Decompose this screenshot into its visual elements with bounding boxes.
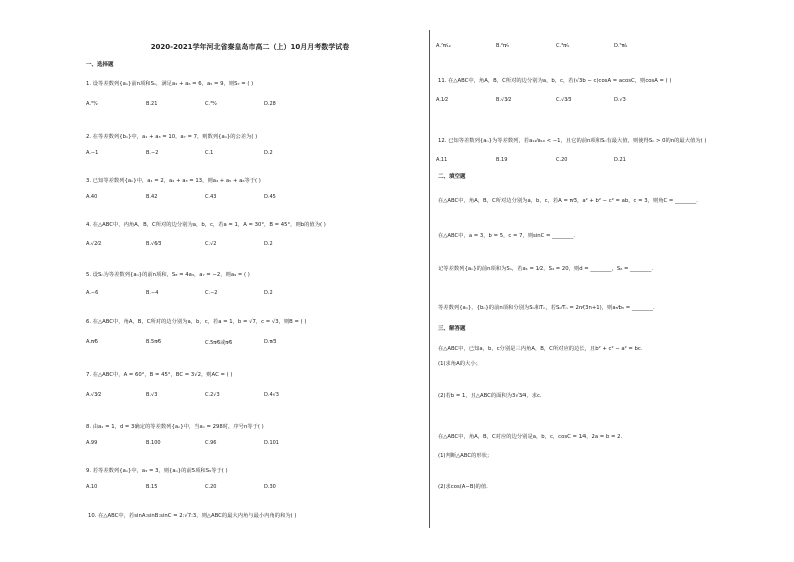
question-1-options <box>86 101 414 109</box>
question-1: 1. 设等差数列{aₙ}前n项和Sₙ，满足a₃ + a₆ = 6，a₅ = 9，则S₇ = ( ) <box>86 81 254 87</box>
option-c: C.−2 <box>205 290 218 296</box>
option-d: D.π⁄3 <box>264 339 277 345</box>
fill-question-2: 在△ABC中，a = 3，b = 5，c = 7，则sinC = ________. <box>438 233 576 239</box>
option-c: C.√3⁄3 <box>556 97 572 103</box>
left-column <box>86 0 414 562</box>
answer-question-1: 在△ABC中，已知a，b，c分别是三内角A，B，C所对应的边长，且b² + c² − a² = bc. <box>438 346 643 352</box>
column-divider <box>429 30 430 528</box>
option-a: A.⁷π⁄₁₂ <box>436 43 451 49</box>
fill-question-4: 等差数列{aₙ}，{bₙ}的前n项和分别为Sₙ和Tₙ，若Sₙ⁄Tₙ = 2n⁄(3n+1)，则a₅⁄b₅ = ________. <box>438 305 655 311</box>
option-c: C.43 <box>205 194 217 200</box>
section-choice-heading: 一、选择题 <box>86 62 114 68</box>
option-b: B.√3 <box>146 392 158 398</box>
question-6: 6. 在△ABC中，角A，B，C所对的边分别为a，b，c，若a = 1，b = √7，c = √3，则B = ( ) <box>86 319 307 325</box>
option-b: B.√3⁄2 <box>496 97 512 103</box>
answer-question-2: 在△ABC中，角A，B，C对应的边分别是a，b，c，cosC = 1⁄4，2a = b = 2. <box>438 434 623 440</box>
answer-question-1-part-2: (2)若b = 1，且△ABC的面积为3√3⁄4，求c. <box>438 393 542 399</box>
option-d: D.√3 <box>614 97 626 103</box>
question-12-options <box>436 157 754 165</box>
option-d: D.21 <box>614 157 626 163</box>
option-b: B.−2 <box>146 150 159 156</box>
option-b: B.−4 <box>146 290 159 296</box>
question-5-options <box>86 290 414 298</box>
answer-question-2-part-2: (2)求cos(A−B)的值. <box>438 484 488 490</box>
option-a: A.40 <box>86 194 98 200</box>
option-b: B.42 <box>146 194 158 200</box>
section-answer-heading: 三、解答题 <box>438 326 466 332</box>
question-4-options <box>86 241 414 249</box>
question-12: 12. 已知等差数列{aₙ}为等差数列，若a₁₁⁄a₁₀ < −1，且它的前n项和Sₙ有最大值，则使得Sₙ > 0的n的最大值为( ) <box>438 138 707 144</box>
question-2: 2. 在等差数列{bₙ}中，a₁ + a₃ = 10，a₇ = 7，则数列{aₙ}的公差为( ) <box>86 134 258 140</box>
option-b: B.15 <box>146 484 158 490</box>
option-c: C.96 <box>205 440 217 446</box>
option-b: B.5π⁄6 <box>146 339 162 345</box>
question-7: 7. 在△ABC中，A = 60°，B = 45°，BC = 3√2，则AC = ( ) <box>86 372 233 378</box>
option-a: A.³³⁄₂ <box>86 101 98 107</box>
option-d: D.101 <box>264 440 279 446</box>
question-3-options <box>86 194 414 202</box>
option-b: B.√6⁄3 <box>146 241 162 247</box>
answer-question-1-part-1: (1)求角A的大小； <box>438 361 481 367</box>
question-10: 10. 在△ABC中，若sinA:sinB:sinC = 2:√7:3，则△ABC的最大内角与最小内角的和为( ) <box>88 513 297 519</box>
question-9: 9. 若等差数列{aₙ}中，a₃ = 3，则{aₙ}的前5项和S₅等于( ) <box>86 468 228 474</box>
option-a: A.−1 <box>86 150 99 156</box>
option-b: B.100 <box>146 440 161 446</box>
option-a: A.10 <box>86 484 98 490</box>
section-fill-heading: 二、填空题 <box>438 174 466 180</box>
question-11: 11. 在△ABC中，角A，B，C所对的边分别为a，b，c，若(√3b − c)cosA = acosC，则cosA = ( ) <box>438 78 672 84</box>
option-d: D.2 <box>264 290 273 296</box>
option-c: C.20 <box>556 157 568 163</box>
option-c: C.³π⁄₄ <box>556 43 569 49</box>
option-b: B.21 <box>146 101 158 107</box>
option-c: C.³⁹⁄₂ <box>205 101 217 107</box>
option-d: D.30 <box>264 484 276 490</box>
option-a: A.99 <box>86 440 98 446</box>
option-a: A.√3⁄2 <box>86 392 102 398</box>
option-c: C.√2 <box>205 241 217 247</box>
question-7-options <box>86 392 414 400</box>
question-8-options <box>86 440 414 448</box>
answer-question-2-part-1: (1)判断△ABC的形状； <box>438 453 493 459</box>
option-d: D.28 <box>264 101 276 107</box>
question-5: 5. 设Sₙ为等差数列{aₙ}的前n项和，S₈ = 4a₃，a₇ = −2，则a₉ = ( ) <box>86 272 250 278</box>
option-c: C.20 <box>205 484 217 490</box>
option-d: D.⁵π⁄₆ <box>614 43 628 49</box>
fill-question-1: 在△ABC中，角A，B，C所对边分别为a，b，c，若A = π⁄3，a² + b² − c² = ab，c = 3，则角C = ________. <box>438 198 698 204</box>
question-4: 4. 在△ABC中，内角A，B，C所对的边分别为a，b，c，若a = 1，A = 30°，B = 45°，则b的值为( ) <box>86 222 326 228</box>
option-b: B.²π⁄₃ <box>496 43 509 49</box>
question-8: 8. 由a₁ = 1，d = 3确定的等差数列{aₙ}中，当aₙ = 298时，序号n等于( ) <box>86 424 264 430</box>
option-d: D.45 <box>264 194 276 200</box>
option-b: B.19 <box>496 157 508 163</box>
option-d: D.2 <box>264 241 273 247</box>
option-d: D.2 <box>264 150 273 156</box>
right-column <box>436 0 754 562</box>
option-a: A.11 <box>436 157 448 163</box>
option-c: C.1 <box>205 150 214 156</box>
fill-question-3: 记等差数列{aₙ}的前n项和为Sₙ，若a₁ = 1⁄2，S₄ = 20，则d = ________，S₆ = ________. <box>438 266 654 272</box>
question-10-options <box>436 43 754 51</box>
exam-title: 2020-2021学年河北省秦皇岛市高二（上）10月月考数学试卷 <box>150 43 350 51</box>
option-c: C.2√3 <box>205 392 220 398</box>
option-d: D.4√3 <box>264 392 279 398</box>
option-c: C.5π⁄6或π⁄6 <box>205 340 233 346</box>
option-a: A.π⁄6 <box>86 339 98 345</box>
question-3: 3. 已知等差数列{aₙ}中，a₁ = 2，a₂ + a₃ = 13，则a₄ + a₅ + a₆等于( ) <box>86 178 261 184</box>
question-11-options <box>436 97 754 105</box>
option-a: A.−6 <box>86 290 99 296</box>
question-9-options <box>86 484 414 492</box>
question-6-options <box>86 339 414 347</box>
option-a: A.√2⁄2 <box>86 241 102 247</box>
question-2-options <box>86 150 414 158</box>
option-a: A.1⁄2 <box>436 97 449 103</box>
